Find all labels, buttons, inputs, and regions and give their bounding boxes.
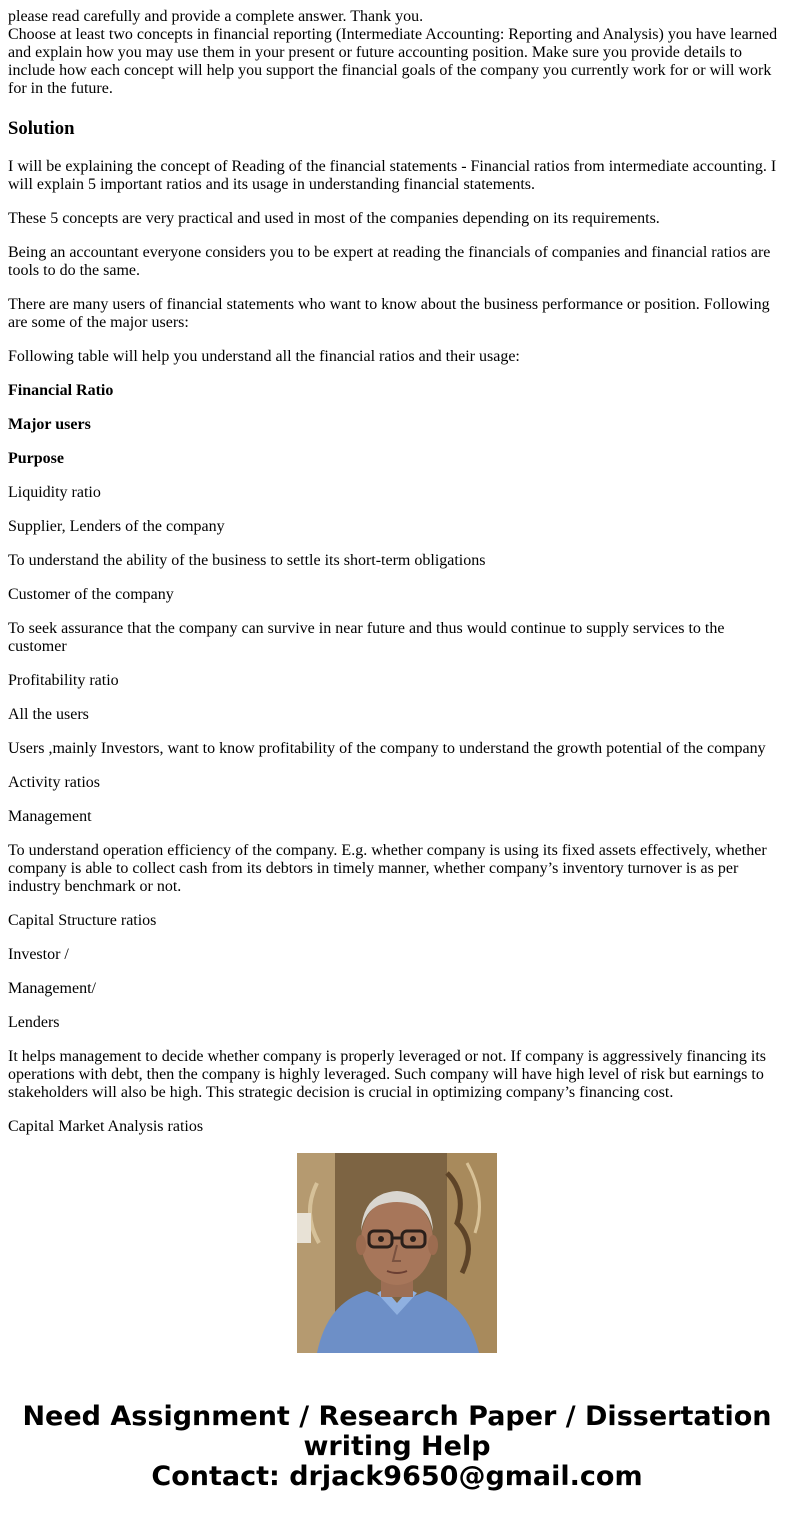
table-header-purpose: Purpose: [8, 450, 64, 467]
cta-contact-email: Contact: drjack9650@gmail.com: [151, 1461, 643, 1492]
table-cell: Liquidity ratio: [8, 484, 101, 501]
table-cell: Investor /: [8, 946, 69, 963]
solution-paragraph: I will be explaining the concept of Reading of the financial statements - Financial ratios from intermediate accounting. I will explain 5 important ratios and its usage in understanding financial statements.: [8, 158, 777, 193]
cta-line-2: writing Help: [303, 1431, 491, 1462]
table-cell: Users ,mainly Investors, want to know profitability of the company to understand the growth potential of the company: [8, 740, 766, 757]
table-cell: Lenders: [8, 1014, 60, 1031]
question-line-1: please read carefully and provide a complete answer. Thank you.: [8, 8, 424, 25]
table-cell: To understand the ability of the business to settle its short-term obligations: [8, 552, 486, 569]
solution-heading: Solution: [8, 118, 75, 139]
cta-line-1: Need Assignment / Research Paper / Dissertation: [22, 1401, 772, 1432]
table-cell: Capital Market Analysis ratios: [8, 1118, 204, 1135]
table-cell: To understand operation efficiency of the company. E.g. whether company is using its fixed assets effectively, whether company is able to collect cash from its debtors in timely manner, whether company’s inventory turnover is as per industry benchmark or not.: [8, 842, 767, 895]
solution-paragraph: Being an accountant everyone considers you to be expert at reading the financials of companies and financial ratios are tools to do the same.: [8, 244, 771, 279]
table-cell: To seek assurance that the company can survive in near future and thus would continue to supply services to the customer: [8, 620, 725, 655]
contact-call-to-action: [0, 1402, 794, 1492]
solution-document: [8, 0, 786, 1135]
table-cell: Capital Structure ratios: [8, 912, 157, 929]
table-cell: Customer of the company: [8, 586, 174, 603]
table-cell: Activity ratios: [8, 774, 100, 791]
table-cell: Management/: [8, 980, 96, 997]
question-line-2: Choose at least two concepts in financial reporting (Intermediate Accounting: Reporting and Analysis) you have learned and explain how you may use them in your present or future accounting position. Make sure you provide details to include how each concept will help you support the financial goals of the company you currently work for or will work for in the future.: [8, 26, 778, 97]
author-avatar: [297, 1153, 497, 1353]
solution-paragraph: There are many users of financial statements who want to know about the business performance or position. Following are some of the major users:: [8, 296, 770, 331]
question-text: [8, 0, 786, 98]
table-cell: Supplier, Lenders of the company: [8, 518, 225, 535]
table-cell: All the users: [8, 706, 89, 723]
table-cell: It helps management to decide whether company is properly leveraged or not. If company is aggressively financing its operations with debt, then the company is highly leveraged. Such company will have high level of risk but earnings to stakeholders will also be high. This strategic decision is crucial in optimizing company’s financing cost.: [8, 1048, 766, 1101]
table-cell: Management: [8, 808, 92, 825]
solution-paragraph: These 5 concepts are very practical and used in most of the companies depending on its requirements.: [8, 210, 660, 227]
table-cell: Profitability ratio: [8, 672, 119, 689]
help-promo-banner: [0, 1122, 794, 1523]
author-portrait-image: [297, 1153, 497, 1353]
table-header-major-users: Major users: [8, 416, 91, 433]
solution-paragraph: Following table will help you understand all the financial ratios and their usage:: [8, 348, 520, 365]
table-header-financial-ratio: Financial Ratio: [8, 382, 114, 399]
